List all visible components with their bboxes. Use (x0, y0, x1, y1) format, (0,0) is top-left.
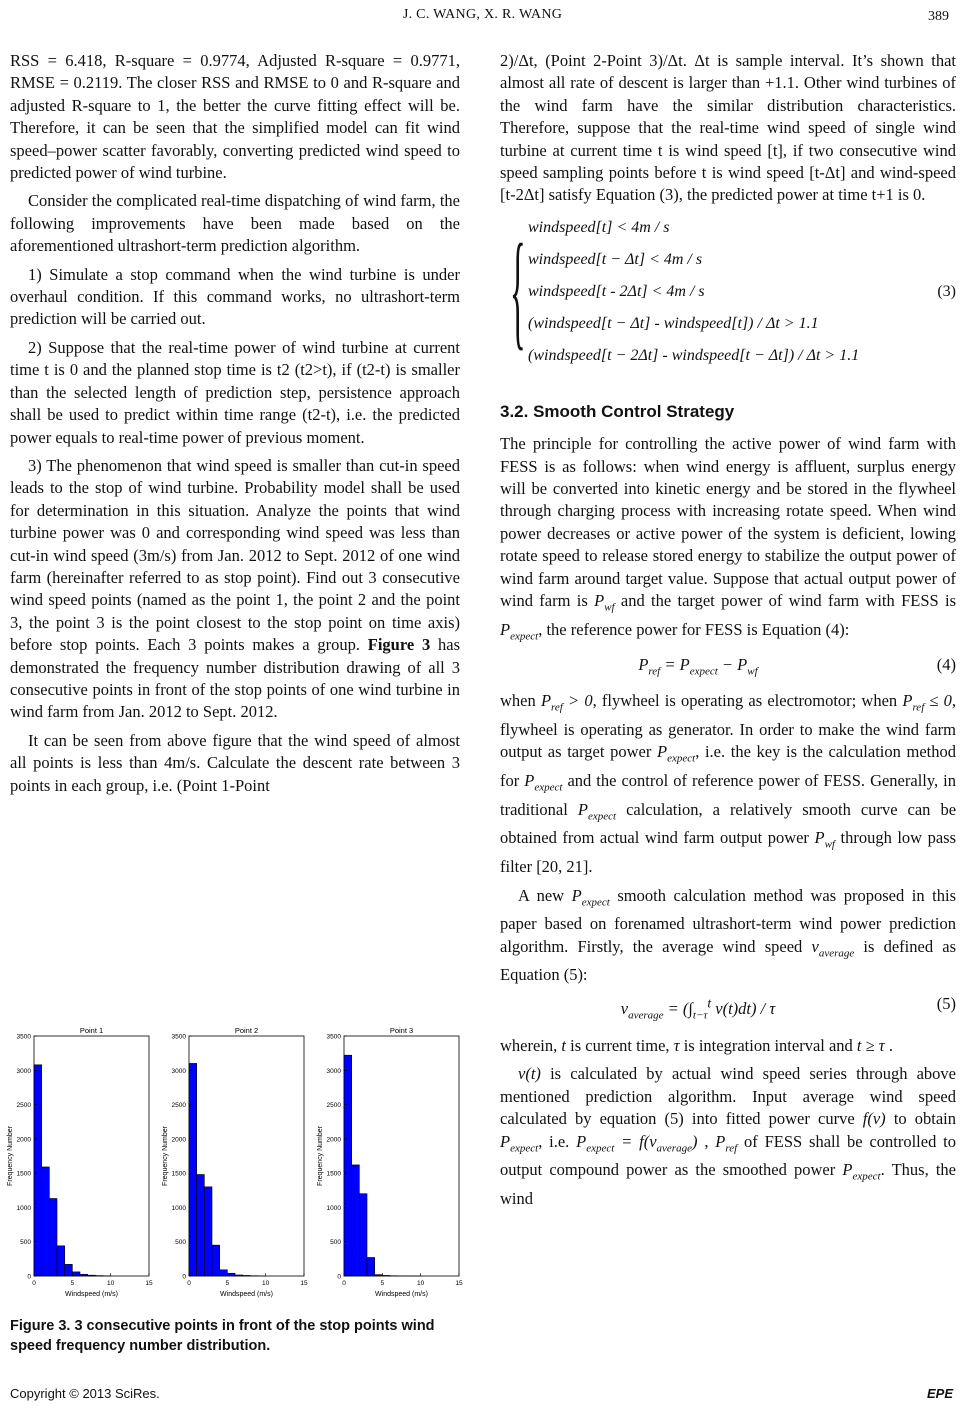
histogram-bar (367, 1257, 375, 1276)
equation-row: (windspeed[t − 2Δt] - windspeed[t − Δt]) / Δt > 1.1 (528, 346, 860, 364)
page-number: 389 (928, 9, 949, 24)
paragraph: 2)/Δt, (Point 2-Point 3)/Δt. Δt is sample interval. It’s shown that almost all rate of descent is larger than +1.1. Other wind turbines of the wind farm have the similar distribution characteristics. Therefore, suppose that the real-time wind speed of single wind turbine at current time t is wind speed [t], if two consecutive wind speed sampling points before t is wind speed [t-Δt] and wind-speed [t-2Δt] satisfy Equation (3), the predicted power at time t+1 is 0. (500, 51, 956, 205)
text-run: is integration interval and (683, 1035, 853, 1055)
text-run: through low pass filter [20, 21]. (500, 828, 957, 877)
histogram-bar (80, 1274, 88, 1276)
histogram-bar (42, 1167, 50, 1276)
equation-body: $v_{average} = (\int_{t-\tau}^t$ v(t)dt) / τ (620, 995, 776, 1022)
text-run: , i.e. (538, 1131, 570, 1151)
histogram-bar (235, 1275, 243, 1276)
text-run: is calculated by actual wind speed series through above mentioned prediction algorithm. Input average wind speed calculated by equation (5) into fitted power curve (500, 1064, 956, 1129)
x-tick-label: 10 (417, 1280, 425, 1287)
histogram-bar (189, 1063, 197, 1276)
journal-abbrev: EPE (926, 1386, 953, 1401)
text-run: is current time, (570, 1035, 670, 1055)
x-axis-label: Windspeed (m/s) (375, 1291, 428, 1298)
y-tick-label: 2500 (326, 1102, 341, 1110)
y-tick-label: 2500 (16, 1102, 31, 1110)
y-tick-label: 2000 (326, 1136, 341, 1144)
x-tick-label: 10 (262, 1280, 270, 1287)
y-tick-label: 1500 (326, 1170, 341, 1178)
text-run: is defined as Equation (5): (500, 936, 956, 985)
section-heading: 3.2. Smooth Control Strategy (500, 401, 735, 421)
right-column (500, 50, 956, 1216)
y-tick-label: 2500 (171, 1102, 186, 1110)
histogram-figure (7, 1022, 463, 1312)
histogram-bar (352, 1165, 360, 1276)
y-axis-label: Frequency Number (162, 1126, 169, 1186)
histogram-bar (382, 1275, 390, 1276)
y-tick-label: 3500 (326, 1033, 341, 1041)
x-axis-label: Windspeed (m/s) (65, 1291, 118, 1298)
histogram-bar (197, 1175, 205, 1276)
figure-caption: Figure 3. 3 consecutive points in front of the stop points wind speed frequency number distribution. (10, 1318, 435, 1354)
histogram-bar (204, 1187, 212, 1276)
y-tick-label: 2000 (171, 1136, 186, 1144)
paragraph: 2) Suppose that the real-time power of wind turbine at current time t is 0 and the planned stop time is t2 (t2>t), if (t2-t) is smaller than the selected length of prediction step, persistence approach shall be used to predict within time range (t2-t), i.e. the predicted power equals to real-time power of previous moment. (10, 337, 460, 447)
y-tick-label: 0 (182, 1273, 186, 1281)
histogram-bar (375, 1275, 383, 1276)
y-tick-label: 500 (175, 1239, 186, 1247)
histogram-bar (34, 1065, 42, 1276)
y-tick-label: 0 (337, 1273, 341, 1281)
paragraph: 1) Simulate a stop command when the wind turbine is under overhaul condition. If this command works, no ultrashort-term prediction will be carried out. (10, 264, 460, 329)
histogram-bar (243, 1275, 251, 1276)
equation-row: windspeed[t] < 4m / s (528, 218, 670, 236)
chart-title: Point 1 (79, 1026, 104, 1035)
x-tick-label: 0 (187, 1280, 191, 1287)
brace-symbol: { (510, 217, 526, 362)
equation-number: (5) (936, 993, 956, 1013)
page-footer (0, 1378, 965, 1414)
y-tick-label: 500 (330, 1239, 341, 1247)
copyright: Copyright © 2013 SciRes. (10, 1386, 160, 1401)
equation-row: windspeed[t − Δt] < 4m / s (528, 250, 703, 268)
x-tick-label: 15 (300, 1280, 308, 1287)
y-tick-label: 3000 (326, 1067, 341, 1075)
y-axis-label: Frequency Number (317, 1126, 324, 1186)
x-axis-label: Windspeed (m/s) (220, 1291, 273, 1298)
paragraph (10, 455, 460, 724)
running-title: J. C. WANG, X. R. WANG (402, 7, 563, 22)
text-run: when (500, 691, 536, 711)
chart-title: Point 3 (389, 1026, 414, 1035)
paragraph: It can be seen from above figure that the wind speed of almost all points is less than 4m/s. Calculate the descent rate between 3 points in each group, i.e. (Point 1-Point (10, 730, 460, 795)
text-run: . Thus, the wind (500, 1160, 956, 1208)
histogram-bar (344, 1055, 352, 1276)
histogram-bar (88, 1275, 96, 1276)
equation-row: (windspeed[t − Δt] - windspeed[t]) / Δt > 1.1 (528, 314, 819, 332)
x-tick-label: 10 (107, 1280, 115, 1287)
equation-row: windspeed[t - 2Δt] < 4m / s (528, 282, 705, 300)
figure-reference[interactable]: Figure 3 (367, 635, 431, 655)
histogram-bar (227, 1273, 235, 1276)
paragraph: wherein, t is current time, τ is integration interval and t ≥ τ . (500, 1035, 893, 1055)
y-tick-label: 1500 (16, 1170, 31, 1178)
equation-number: (3) (937, 282, 956, 300)
histogram-bar (212, 1245, 220, 1276)
histogram-bar (65, 1264, 73, 1276)
text-run: calculation, a relatively smooth curve can be obtained from actual wind farm output power (500, 799, 957, 848)
text-run: The principle for controlling the active power of wind farm with FESS is as follows: when wind energy is affluent, surplus energy will be converted into kinetic energy and be stored in the flywheel through charging process with increasing rotate speed. When wind power decreases or active power of the system is deficient, lowing rotate speed to release stored energy to stabilize the output power of wind farm around target value. Suppose that actual output power of wind farm is (500, 434, 956, 611)
page-header (0, 0, 965, 30)
histogram-panel (317, 1026, 463, 1298)
text-run: and the control of reference power of FESS. Generally, in traditional (500, 771, 957, 819)
text-run: smooth calculation method was proposed in this paper based on forenamed ultrashort-term wind power prediction algorithm. Firstly, the average wind speed (500, 885, 957, 956)
y-axis-label: Frequency Number (7, 1126, 14, 1186)
x-tick-label: 5 (225, 1280, 230, 1287)
left-column (10, 50, 460, 803)
paragraph: v(t) is calculated by actual wind speed series through above mentioned prediction algorithm. Input average wind speed calculated by equation (5) into fitted power curve f(v) to obtain $P_{expect}$, i.e. $P_{expect} = f(v_{average})$ , $P_{ref}$ of FESS shall be controlled to output compound power as the smoothed power $P_{expect}$. Thus, the wind (500, 1064, 957, 1208)
paragraph: The principle for controlling the active power of wind farm with FESS is as follows: when wind energy is affluent, surplus energy will be converted into kinetic energy and be stored in the flywheel through charging process with increasing rotate speed. When wind power decreases or active power of the system is deficient, lowing rotate speed to release stored energy to stabilize the output power of wind farm around target value. Suppose that actual output power of wind farm is $P_{wf}$ and the target power of wind farm with FESS is $P_{expect}$, the reference power for FESS is Equation (4): (500, 434, 957, 643)
equation-5 (500, 993, 956, 1027)
text-run: 3) The phenomenon that wind speed is smaller than cut-in speed leads to the stop of wind turbine. Probability model shall be used for determination in this situation. Analyze the points that wind turbine power was 0 and corresponding wind speed was less than cut-in wind speed (3m/s) from Jan. 2012 to Sept. 2012 of one wind farm (hereinafter referred to as stop point). Find out 3 consecutive wind speed points (named as the point 1, the point 2 and the point 3, the point 3 is the point closest to the stop point on time axis) before stop points. Each 3 points makes a group. (10, 455, 460, 655)
histogram-panel (7, 1026, 153, 1298)
y-tick-label: 1500 (171, 1170, 186, 1178)
histogram-bar (57, 1246, 65, 1276)
text-run: of FESS shall be controlled to output compound power as the smoothed power (500, 1131, 957, 1180)
y-tick-label: 1000 (326, 1204, 341, 1212)
x-tick-label: 5 (70, 1280, 75, 1287)
text-run: wherein, (500, 1035, 558, 1055)
paragraph: when $P_{ref} > 0$, flywheel is operating as electromotor; when $P_{ref} \le 0$, flywheel is operating as generator. In order to make the wind farm output as target power $P_{expect}$, i.e. the key is the calculation method for $P_{expect}$ and the control of reference power of FESS. Generally, in traditional $P_{expect}$ calculation, a relatively smooth curve can be obtained from actual wind farm output power $P_{wf}$ through low pass filter [20, 21]. (500, 691, 957, 877)
text-run: , the reference power for FESS is Equation (4): (538, 619, 850, 639)
y-tick-label: 0 (27, 1273, 31, 1281)
histogram-bar (220, 1270, 228, 1276)
equation-body: $P_{ref} = P_{expect} - P_{wf}$ (638, 654, 758, 677)
figure-3 (7, 1022, 463, 1312)
x-tick-label: 0 (32, 1280, 36, 1287)
histogram-panel (162, 1026, 308, 1298)
text-run: has demonstrated the frequency number distribution drawing of all 3 consecutive points in front of the stop points of one wind turbine in wind farm from Jan. 2012 to Sept. 2012. (10, 635, 460, 722)
text-run: to obtain (893, 1109, 957, 1129)
y-tick-label: 3000 (16, 1067, 31, 1075)
equation-4 (500, 654, 956, 683)
x-tick-label: 5 (380, 1280, 385, 1287)
y-tick-label: 2000 (16, 1136, 31, 1144)
text-run: A new (518, 885, 565, 905)
text-run: , i.e. the key is the calculation method for (500, 742, 956, 791)
y-tick-label: 3500 (171, 1033, 186, 1041)
x-tick-label: 15 (145, 1280, 153, 1287)
chart-title: Point 2 (234, 1026, 259, 1035)
y-tick-label: 1000 (171, 1204, 186, 1212)
y-tick-label: 500 (20, 1239, 31, 1247)
histogram-bar (359, 1194, 367, 1276)
text-run: and the target power of wind farm with FESS is (620, 591, 957, 611)
paragraph: A new $P_{expect}$ smooth calculation method was proposed in this paper based on forenamed ultrashort-term wind power prediction algorithm. Firstly, the average wind speed $v_{average}$ is defined as Equation (5): (500, 885, 957, 985)
histogram-bar (72, 1272, 80, 1276)
x-tick-label: 0 (342, 1280, 346, 1287)
text-run: , flywheel is operating as generator. In order to make the wind farm output as target power (500, 691, 957, 762)
equation-number: (4) (936, 654, 956, 674)
y-tick-label: 3000 (171, 1067, 186, 1075)
x-tick-label: 15 (455, 1280, 463, 1287)
y-tick-label: 1000 (16, 1204, 31, 1212)
paragraph: RSS = 6.418, R-square = 0.9774, Adjusted R-square = 0.9771, RMSE = 0.2119. The closer RSS and RMSE to 0 and R-square and adjusted R-square to 1, the better the curve fitting effect will be. Therefore, it can be seen that the simplified model can fit wind speed–power scatter favorably, converting predicted wind speed to predicted power of wind turbine. (10, 51, 460, 183)
y-tick-label: 3500 (16, 1033, 31, 1041)
equation-3 (500, 213, 956, 383)
paragraph: Consider the complicated real-time dispatching of wind farm, the following improvements have been made based on the aforementioned ultrashort-term prediction algorithm. (10, 191, 460, 256)
histogram-bar (49, 1199, 57, 1276)
text-run: , flywheel is operating as electromotor; when (592, 691, 898, 711)
